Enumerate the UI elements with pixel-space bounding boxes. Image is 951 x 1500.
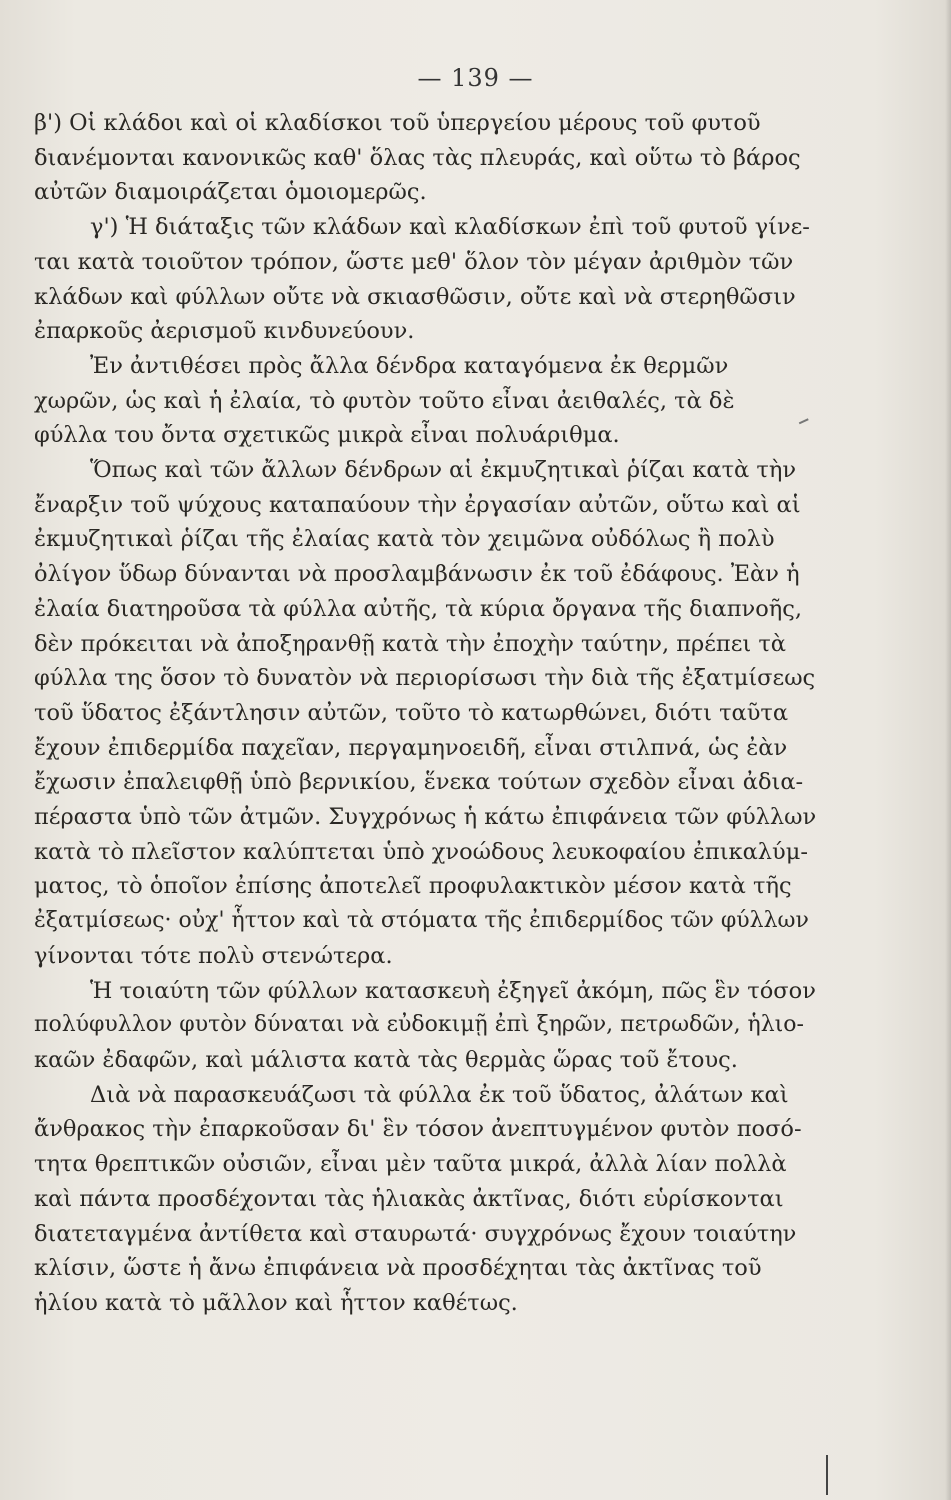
text-line: πέραστα ὑπὸ τῶν ἀτμῶν. Συγχρόνως ἡ κάτω ἐπιφάνεια τῶν φύλλων [34,804,816,831]
text-line: β') Οἱ κλάδοι καὶ οἱ κλαδίσκοι τοῦ ὑπεργείου μέρους τοῦ φυτοῦ [34,110,761,136]
text-line: ἐπαρκοῦς ἀερισμοῦ κινδυνεύουν. [34,318,415,345]
text-line: ἐλαία διατηροῦσα τὰ φύλλα αὐτῆς, τὰ κύρια ὄργανα τῆς διαπνοῆς, [34,595,802,622]
text-line: κλάδων καὶ φύλλων οὔτε νὰ σκιασθῶσιν, οὔτε καὶ νὰ στερηθῶσιν [34,283,796,310]
text-line: ἐκμυζητικαὶ ῥίζαι τῆς ἐλαίας κατὰ τὸν χειμῶνα οὐδόλως ἢ πολὺ [34,526,775,553]
text-line: τοῦ ὕδατος ἐξάντλησιν αὐτῶν, τοῦτο τὸ κατωρθώνει, διότι ταῦτα [34,699,789,726]
text-line: ὀλίγον ὕδωρ δύνανται νὰ προσλαμβάνωσιν ἐκ τοῦ ἐδάφους. Ἐὰν ἡ [34,561,800,588]
text-line: γ') Ἡ διάταξις τῶν κλάδων καὶ κλαδίσκων ἐπὶ τοῦ φυτοῦ γίνε- [90,214,810,241]
text-line: κλίσιν, ὥστε ἡ ἄνω ἐπιφάνεια νὰ προσδέχηται τὰς ἀκτῖνας τοῦ [34,1255,762,1282]
text-line: δὲν πρόκειται νὰ ἀποξηρανθῇ κατὰ τὴν ἐποχὴν ταύτην, πρέπει τὰ [34,630,786,657]
text-line: πολύφυλλον φυτὸν δύναται νὰ εὐδοκιμῇ ἐπὶ ξηρῶν, πετρωδῶν, ἡλιο- [34,1012,804,1038]
text-line: ἔχωσιν ἐπαλειφθῇ ὑπὸ βερνικίου, ἕνεκα τούτων σχεδὸν εἶναι ἀδια- [34,769,804,796]
text-line: ἐξατμίσεως· οὐχ' ἧττον καὶ τὰ στόματα τῆς ἐπιδερμίδος τῶν φύλλων [34,908,809,934]
text-line: γίνονται τότε πολὺ στενώτερα. [34,942,393,969]
text-line: διατεταγμένα ἀντίθετα καὶ σταυρωτά· συγχρόνως ἔχουν τοιαύτην [34,1220,797,1247]
text-line: φύλλα του ὄντα σχετικῶς μικρὰ εἶναι πολυάριθμα. [34,422,620,449]
body-text [34,106,816,1321]
text-line: ἔναρξιν τοῦ ψύχους καταπαύουν τὴν ἐργασίαν αὐτῶν, οὕτω καὶ αἱ [34,491,801,518]
text-line: διανέμονται κανονικῶς καθ' ὅλας τὰς πλευράς, καὶ οὕτω τὸ βάρος [34,144,801,171]
margin-line [826,1455,828,1495]
text-line: τητα θρεπτικῶν οὐσιῶν, εἶναι μὲν ταῦτα μικρά, ἀλλὰ λίαν πολλὰ [34,1151,787,1178]
text-line: αὐτῶν διαμοιράζεται ὁμοιομερῶς. [34,179,427,206]
text-line: Ἐν ἀντιθέσει πρὸς ἄλλα δένδρα καταγόμενα ἐκ θερμῶν [90,352,729,379]
text-line: καῶν ἐδαφῶν, καὶ μάλιστα κατὰ τὰς θερμὰς ὥρας τοῦ ἔτους. [34,1046,738,1073]
text-line: ται κατὰ τοιοῦτον τρόπον, ὥστε μεθ' ὅλον τὸν μέγαν ἀριθμὸν τῶν [34,248,794,275]
text-line: χωρῶν, ὡς καὶ ἡ ἐλαία, τὸ φυτὸν τοῦτο εἶναι ἀειθαλές, τὰ δὲ [34,387,735,414]
text-line: ἔχουν ἐπιδερμίδα παχεῖαν, περγαμηνοειδῆ, εἶναι στιλπνά, ὡς ἐὰν [34,734,788,761]
text-line: ἄνθρακος τὴν ἐπαρκοῦσαν δι' ἓν τόσον ἀνεπτυγμένον φυτὸν ποσό- [34,1116,802,1143]
text-line: φύλλα της ὅσον τὸ δυνατὸν νὰ περιορίσωσι τὴν διὰ τῆς ἐξατμίσεως [34,665,816,692]
text-line: ματος, τὸ ὁποῖον ἐπίσης ἀποτελεῖ προφυλακτικὸν μέσον κατὰ τῆς [34,873,792,900]
text-line: κατὰ τὸ πλεῖστον καλύπτεται ὑπὸ χνοώδους λευκοφαίου ἐπικαλύμ- [34,838,808,865]
page-edge-shadow [945,0,951,1500]
page-number: — 139 — [417,64,534,92]
text-line: ἡλίου κατὰ τὸ μᾶλλον καὶ ἧττον καθέτως. [34,1289,518,1316]
text-line: Ἡ τοιαύτη τῶν φύλλων κατασκευὴ ἐξηγεῖ ἀκόμη, πῶς ἓν τόσον [90,977,816,1004]
text-line: καὶ πάντα προσδέχονται τὰς ἡλιακὰς ἀκτῖνας, διότι εὑρίσκονται [34,1185,784,1212]
text-line: Διὰ νὰ παρασκευάζωσι τὰ φύλλα ἐκ τοῦ ὕδατος, ἀλάτων καὶ [90,1081,789,1108]
text-line: Ὅπως καὶ τῶν ἄλλων δένδρων αἱ ἐκμυζητικαὶ ῥίζαι κατὰ τὴν [90,457,797,484]
